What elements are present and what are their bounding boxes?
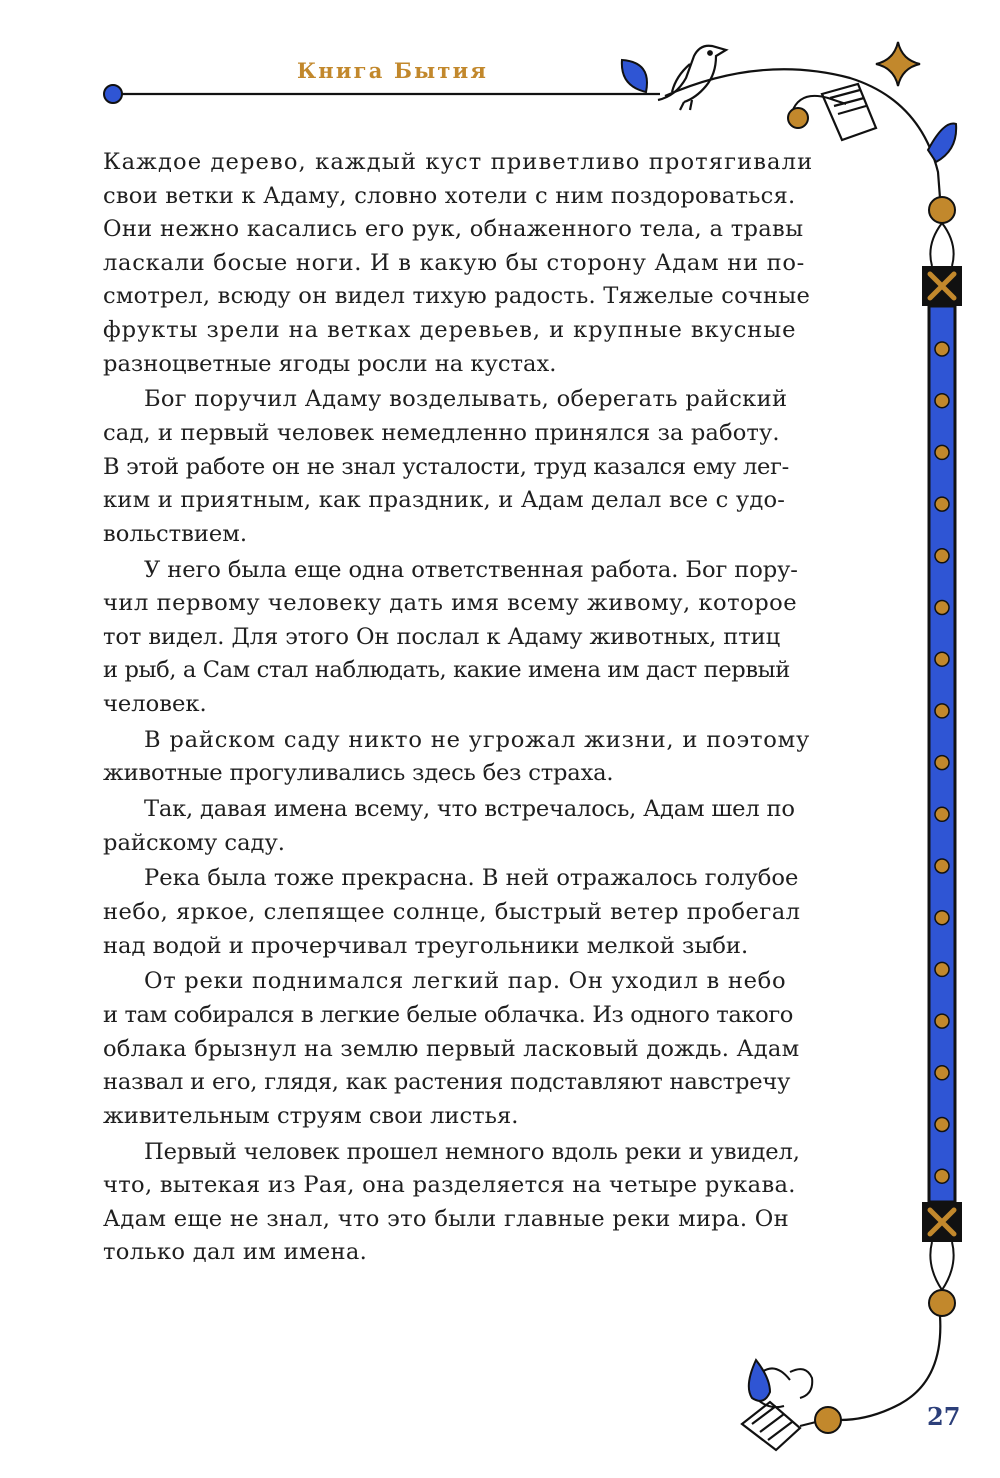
text-line: вольствием. xyxy=(103,520,248,547)
text-line: и там собирался в легкие белые облачка. Из одного такого xyxy=(103,1001,793,1028)
text-line: человек. xyxy=(103,690,207,717)
column-dot xyxy=(935,859,949,873)
column-dot xyxy=(935,497,949,511)
column-dot xyxy=(935,1014,949,1028)
running-header: Книга Бытия xyxy=(297,58,489,83)
column-dot xyxy=(935,962,949,976)
text-line: Каждое дерево, каждый куст приветливо протягивали xyxy=(103,149,814,175)
drop-icon xyxy=(749,1360,770,1401)
column-dot xyxy=(935,445,949,459)
column-dot xyxy=(935,652,949,666)
column-dot xyxy=(935,1169,949,1183)
text-line: У него была еще одна ответственная работа. Бог пору- xyxy=(144,556,798,583)
text-line: Первый человек прошел немного вдоль реки и увидел, xyxy=(144,1138,800,1165)
text-line: чил первому человеку дать имя всему живому, которое xyxy=(103,590,798,617)
text-line: Река была тоже прекрасна. В ней отражалось голубое xyxy=(144,865,799,892)
text-line: В этой работе он не знал усталости, труд казался ему лег- xyxy=(103,453,789,480)
leaf-icon xyxy=(622,60,647,92)
column-dot xyxy=(935,394,949,408)
text-line: ласкали босые ноги. И в какую бы сторону Адам ни по- xyxy=(103,249,805,276)
column-dot xyxy=(935,911,949,925)
text-line: что, вытекая из Рая, она разделяется на четыре рукава. xyxy=(103,1172,796,1199)
body-text xyxy=(103,146,843,1270)
text-line: сад, и первый человек немедленно принялся за работу. xyxy=(103,419,780,446)
star-icon xyxy=(876,42,920,86)
text-line: Так, давая имена всему, что встречалось, Адам шел по xyxy=(144,796,795,823)
text-line: В райском саду никто не угрожал жизни, и поэтому xyxy=(144,726,811,753)
scroll-icon xyxy=(822,84,876,140)
text-line: От реки поднимался легкий пар. Он уходил в небо xyxy=(144,968,787,995)
text-line: Бог поручил Адаму возделывать, оберегать райский xyxy=(144,386,788,413)
column-dot xyxy=(935,756,949,770)
text-line: Адам еще не знал, что это были главные реки мира. Он xyxy=(103,1205,789,1232)
text-line: райскому саду. xyxy=(103,829,285,856)
column-dot xyxy=(935,807,949,821)
text-line: и рыб, а Сам стал наблюдать, какие имена им даст первый xyxy=(103,657,790,684)
column-dot xyxy=(935,601,949,615)
text-line: небо, яркое, слепящее солнце, быстрый ветер пробегал xyxy=(103,899,801,925)
text-line: Они нежно касались его рук, обнаженного тела, а травы xyxy=(103,216,804,243)
text-line: только дал им имена. xyxy=(103,1239,368,1266)
rule-end-dot xyxy=(104,85,122,103)
column-dot xyxy=(935,1066,949,1080)
text-line: тот видел. Для этого Он послал к Адаму животных, птиц xyxy=(103,623,781,650)
column-dot xyxy=(935,549,949,563)
column-dot xyxy=(935,1118,949,1132)
text-line: фрукты зрели на ветках деревьев, и крупные вкусные xyxy=(103,316,797,343)
text-line: свои ветки к Адаму, словно хотели с ним поздороваться. xyxy=(103,182,796,209)
text-line: животные прогуливались здесь без страха. xyxy=(103,760,614,787)
text-line: живительным струям свои листья. xyxy=(103,1102,519,1129)
text-line: над водой и прочерчивал треугольники мелкой зыби. xyxy=(103,932,749,959)
leaf-icon xyxy=(928,124,956,162)
column-dot xyxy=(935,342,949,356)
page-number: 27 xyxy=(927,1402,961,1431)
text-line: разноцветные ягоды росли на кустах. xyxy=(103,350,557,377)
text-line: смотрел, всюду он видел тихую радость. Тяжелые сочные xyxy=(103,283,811,310)
text-line: назвал и его, глядя, как растения подставляют навстречу xyxy=(103,1069,791,1096)
scroll-icon xyxy=(742,1402,800,1450)
text-line: облака брызнул на землю первый ласковый дождь. Адам xyxy=(103,1035,800,1062)
column-dot xyxy=(935,704,949,718)
text-line: ким и приятным, как праздник, и Адам делал все с удо- xyxy=(103,487,786,514)
